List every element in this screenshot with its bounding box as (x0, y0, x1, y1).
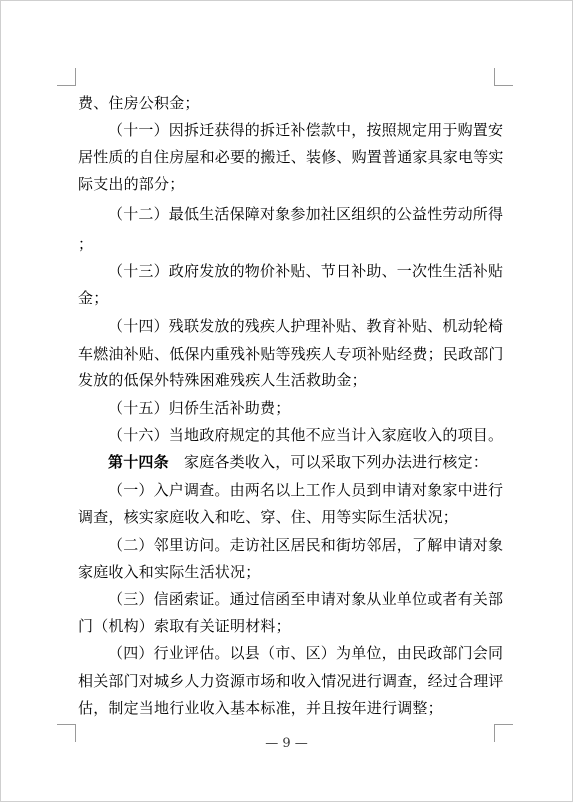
text-line: 门（机构）索取有关证明材料； (78, 617, 291, 635)
crop-mark-bottom-left-h (57, 724, 75, 725)
text-line: 际支出的部分； (78, 175, 185, 193)
crop-mark-top-right (494, 68, 495, 86)
text-line: 发放的低保外特殊困难残疾人生活救助金； (78, 371, 367, 389)
text-line: 家庭收入和实际生活状况； (78, 563, 261, 581)
text-line: ； (78, 235, 94, 253)
text-line (108, 453, 488, 471)
crop-mark-top-right-h (495, 85, 513, 86)
text-line: 车燃油补贴、低保内重残补贴等残疾人专项补贴经费；民政部门 (78, 345, 504, 363)
article-number: 第十四条 (108, 453, 169, 471)
page-number: — 9 — (265, 736, 308, 751)
text-line: 估，制定当地行业收入基本标准，并且按年进行调整； (78, 699, 443, 717)
crop-mark-bottom-right-h (495, 724, 513, 725)
text-line: （十五）归侨生活补助费； (108, 399, 291, 417)
text-line: （十三）政府发放的物价补贴、节日补助、一次性生活补贴 (108, 262, 504, 280)
text-line: （四）行业评估。以县（市、区）为单位，由民政部门会同 (108, 644, 504, 662)
text-line: （十二）最低生活保障对象参加社区组织的公益性劳动所得 (108, 205, 504, 223)
article-text: 家庭各类收入，可以采取下列办法进行核定： (184, 453, 489, 471)
text-line: （三）信函索证。通过信函至申请对象从业单位或者有关部 (108, 590, 504, 608)
text-line: （十六）当地政府规定的其他不应当计入家庭收入的项目。 (108, 426, 504, 444)
text-line: 费、住房公积金； (78, 94, 200, 112)
text-line: 调查，核实家庭收入和吃、穿、住、用等实际生活状况； (78, 508, 459, 526)
crop-mark-top-left (75, 68, 76, 86)
text-line: 金； (78, 289, 109, 307)
text-line: 相关部门对城乡人力资源市场和收入情况进行调查，经过合理评 (78, 672, 504, 690)
text-line: （十四）残联发放的残疾人护理补贴、教育补贴、机动轮椅 (108, 317, 504, 335)
text-line: 居性质的自住房屋和必要的搬迁、装修、购置普通家具家电等实 (78, 148, 504, 166)
text-line: （十一）因拆迁获得的拆迁补偿款中，按照规定用于购置安 (108, 121, 504, 139)
text-line: （一）入户调查。由两名以上工作人员到申请对象家中进行 (108, 481, 504, 499)
text-line: （二）邻里访问。走访社区居民和街坊邻居，了解申请对象 (108, 536, 504, 554)
crop-mark-top-left-h (57, 85, 75, 86)
